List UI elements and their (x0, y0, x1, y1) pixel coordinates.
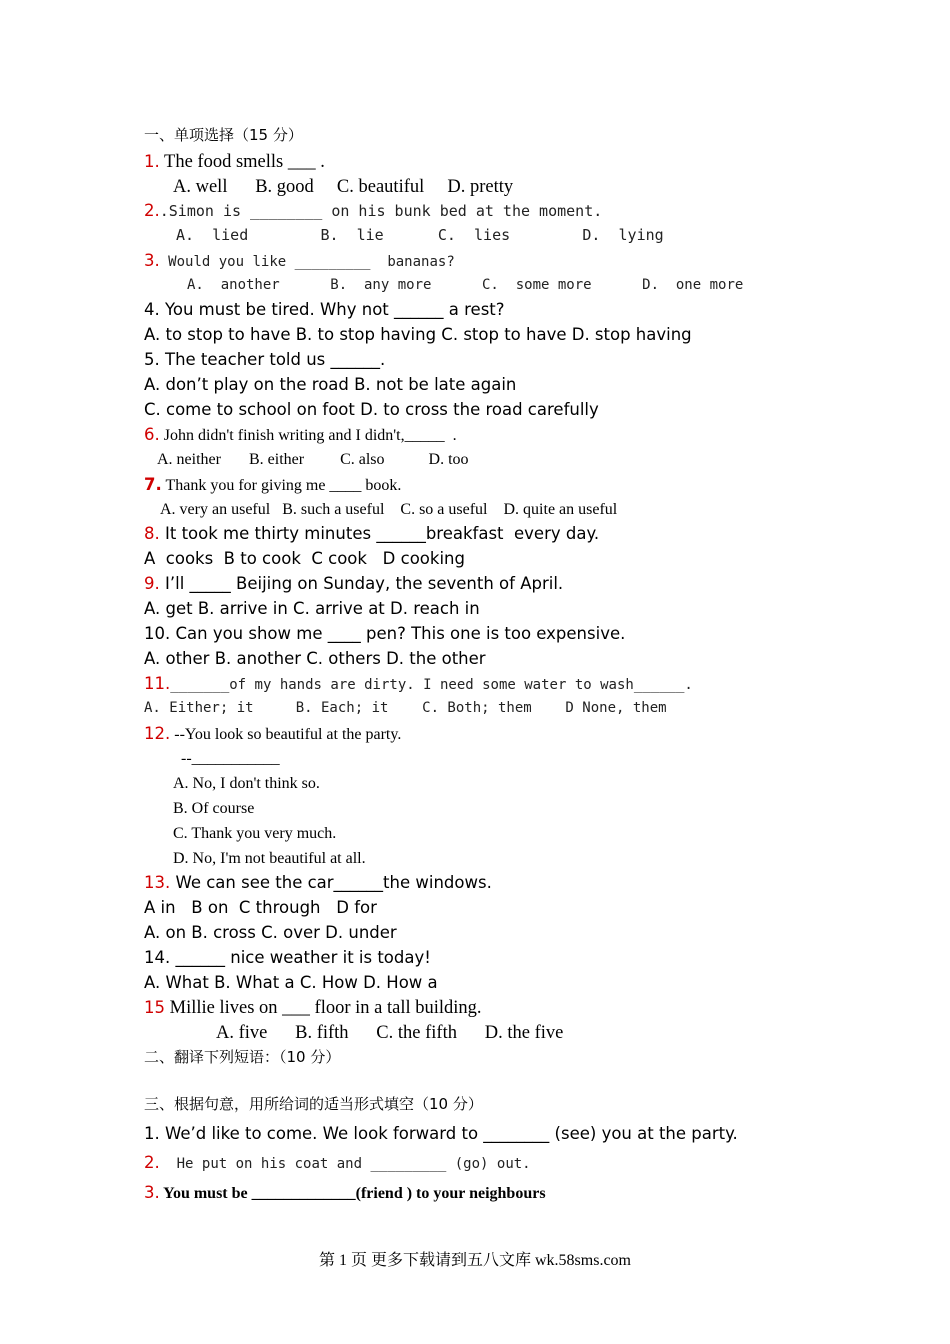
question-1-options: A. well B. good C. beautiful D. pretty (173, 177, 514, 197)
question-stem: .Simon is ________ on his bunk bed at the moment. (159, 202, 603, 220)
question-12-choice-d: D. No, I'm not beautiful at all. (173, 850, 366, 867)
question-number: 13. (144, 873, 171, 892)
question-15 (144, 999, 482, 1018)
question-13 (144, 875, 492, 892)
question-2-options: A. lied B. lie C. lies D. lying (176, 226, 664, 244)
question-number: 9. (144, 574, 160, 593)
question-13-options: A in B on C through D for (144, 898, 377, 917)
question-5-options: A. don’t play on the road B. not be late again (144, 375, 517, 394)
question-7-options: A. very an useful B. such a useful C. so a useful D. quite an useful (160, 501, 618, 518)
question-11 (144, 676, 693, 693)
question-6-options: A. neither B. either C. also D. too (157, 451, 469, 468)
question-12-choice-a: A. No, I don't think so. (173, 775, 320, 792)
item-text: You must be _____________(friend ) to your neighbours (159, 1185, 546, 1202)
question-stem: The food smells ___ . (159, 152, 325, 172)
question-stem: I’ll _____ Beijing on Sunday, the seventh of April. (159, 574, 564, 593)
question-3-options: A. another B. any more C. some more D. one more (187, 277, 744, 293)
question-stem: We can see the car______the windows. (170, 873, 492, 892)
question-5: 5. The teacher told us ______. (144, 350, 386, 369)
item-number: 2. (144, 1153, 160, 1172)
question-stem: _______of my hands are dirty. I need some water to wash______. (170, 677, 693, 693)
question-4: 4. You must be tired. Why not ______ a rest? (144, 300, 505, 319)
question-number: 3. (144, 251, 160, 270)
item-text: He put on his coat and _________ (go) out. (159, 1156, 531, 1172)
section2-heading: 二、翻译下列短语：（10 分） (144, 1048, 341, 1066)
question-number: 7. (144, 475, 162, 494)
question-number: 12. (144, 724, 171, 743)
question-stem: It took me thirty minutes ______breakfast every day. (159, 524, 600, 543)
question-number: 6. (144, 425, 160, 444)
question-1 (144, 153, 325, 172)
question-12-choice-c: C. Thank you very much. (173, 825, 337, 842)
question-10: 10. Can you show me ____ pen? This one is too expensive. (144, 624, 626, 643)
question-8 (144, 526, 599, 543)
question-stem: Would you like _________ bananas? (159, 254, 455, 270)
question-12-reply: --___________ (181, 750, 280, 767)
question-14-options: A. What B. What a C. How D. How a (144, 973, 438, 992)
question-7 (144, 477, 401, 494)
question-12 (144, 726, 401, 743)
question-15-options: A. five B. fifth C. the fifth D. the five (216, 1023, 564, 1043)
fill-item-1: 1. We’d like to come. We look forward to ________ (see) you at the party. (144, 1124, 738, 1143)
question-10-options: A. other B. another C. others D. the other (144, 649, 486, 668)
question-6 (144, 427, 457, 444)
question-12-choice-b: B. Of course (173, 800, 255, 817)
question-14: 14. ______ nice weather it is today! (144, 948, 431, 967)
question-9-options: A. get B. arrive in C. arrive at D. reach in (144, 599, 480, 618)
question-stem: John didn't finish writing and I didn't,_____ . (159, 427, 457, 444)
question-5-options-2: C. come to school on foot D. to cross the road carefully (144, 400, 599, 419)
section1-heading: 一、单项选择（15 分） (144, 126, 303, 144)
section3-heading: 三、根据句意，用所给词的适当形式填空（10 分） (144, 1095, 483, 1113)
question-2 (144, 203, 602, 220)
question-number: 8. (144, 524, 160, 543)
question-number: 1. (144, 152, 160, 171)
question-stem: --You look so beautiful at the party. (170, 726, 402, 743)
question-number: 2. (144, 201, 160, 220)
question-stem: Thank you for giving me ____ book. (161, 477, 402, 494)
fill-item-2 (144, 1155, 531, 1172)
question-stem: Millie lives on ___ floor in a tall building. (165, 998, 482, 1018)
question-9 (144, 576, 563, 593)
question-3 (144, 253, 455, 270)
fill-item-3 (144, 1185, 546, 1202)
question-4-options: A. to stop to have B. to stop having C. stop to have D. stop having (144, 325, 692, 344)
page-footer: 第 1 页 更多下载请到五八文库 wk.58sms.com (318, 1252, 631, 1269)
question-13-options-2: A. on B. cross C. over D. under (144, 923, 397, 942)
question-number: 11. (144, 674, 171, 693)
question-number: 15 (144, 998, 165, 1017)
item-number: 3. (144, 1183, 160, 1202)
question-8-options: A cooks B to cook C cook D cooking (144, 549, 465, 568)
question-11-options: A. Either; it B. Each; it C. Both; them D None, them (144, 700, 667, 716)
